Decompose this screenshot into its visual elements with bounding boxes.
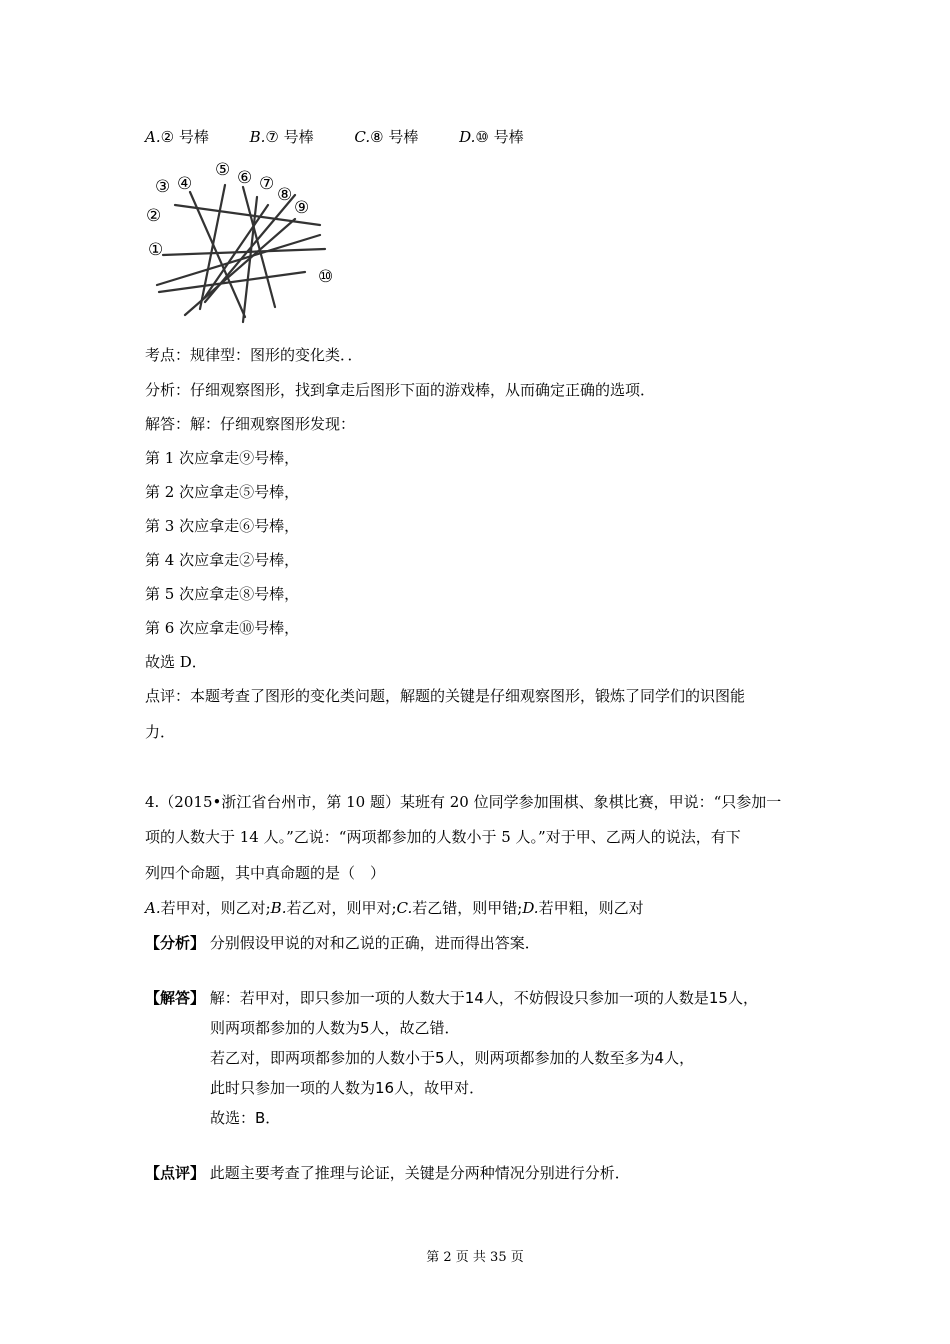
jieda-line-4: 此时只参加一项的人数为16人，故甲对．	[210, 1079, 485, 1097]
q3-step-1: 第 1 次应拿走⑨号棒，	[145, 449, 300, 467]
q3-step-3: 第 3 次应拿走⑥号棒，	[145, 517, 300, 535]
q4-stem-line-2: 项的人数大于 14 人。”乙说：“两项都参加的人数小于 5 人。”对于甲、乙两人的说法，有下	[145, 828, 741, 846]
q4-options	[145, 898, 644, 918]
dianping-text: 此题主要考查了推理与论证，关键是分两种情况分别进行分析．	[209, 1164, 630, 1182]
q3-jieda: 解答：解：仔细观察图形发现：	[145, 415, 356, 433]
fenxi-tag: 【分析】	[145, 934, 206, 952]
q4-stem-line-3: 列四个命题，其中真命题的是（ ）	[145, 864, 386, 882]
q3-answer: 故选 D．	[145, 653, 207, 671]
jieda-line-3: 若乙对，即两项都参加的人数小于5人，则两项都参加的人数至多为4人，	[210, 1049, 695, 1067]
stick-label-10: ⑩	[318, 267, 334, 287]
q3-options	[145, 127, 560, 147]
option-d: D.⑩ 号棒	[459, 128, 524, 146]
q4-option-a-letter: A.	[145, 899, 161, 917]
q4-dianping	[145, 1163, 630, 1183]
q4-option-b-letter: B.	[270, 899, 287, 917]
q4-option-b-text: 若乙对，则甲对;	[286, 899, 397, 917]
jieda-tag: 【解答】	[145, 989, 206, 1007]
stick-label-4: ④	[177, 174, 193, 194]
q3-step-5: 第 5 次应拿走⑧号棒，	[145, 585, 300, 603]
stick-label-9: ⑨	[294, 198, 310, 218]
q4-option-d-letter: D.	[522, 899, 539, 917]
stick-label-5: ⑤	[215, 160, 231, 180]
jieda-line-5: 故选：B．	[210, 1109, 281, 1127]
q3-kaodian: 考点：规律型：图形的变化类．．	[145, 346, 363, 364]
jieda-line-2: 则两项都参加的人数为5人，故乙错．	[210, 1019, 460, 1037]
stick-label-1: ①	[148, 240, 164, 260]
dianping-tag: 【点评】	[145, 1164, 206, 1182]
q4-option-d-text: 若甲粗，则乙对	[538, 899, 644, 917]
q4-jieda	[145, 988, 758, 1008]
option-b: B.⑦ 号棒	[249, 128, 314, 146]
q3-step-2: 第 2 次应拿走⑤号棒，	[145, 483, 300, 501]
q3-dianping-line-2: 力．	[145, 723, 176, 741]
stick-label-6: ⑥	[237, 168, 253, 188]
q4-option-a-text: 若甲对，则乙对;	[160, 899, 271, 917]
q3-step-6: 第 6 次应拿走⑩号棒，	[145, 619, 300, 637]
q3-step-4: 第 4 次应拿走②号棒，	[145, 551, 300, 569]
q4-fenxi	[145, 933, 540, 953]
sticks-figure	[145, 157, 345, 327]
option-a: A.② 号棒	[145, 128, 209, 146]
stick-label-7: ⑦	[259, 174, 275, 194]
q4-stem-line-1: 4.（2015•浙江省台州市，第 10 题）某班有 20 位同学参加围棋、象棋比赛，甲说：“只参加一	[145, 793, 782, 811]
page-footer: 第 2 页 共 35 页	[426, 1250, 524, 1265]
option-c: C.⑧ 号棒	[354, 128, 419, 146]
q4-option-c-letter: C.	[396, 899, 413, 917]
q4-option-c-text: 若乙错，则甲错;	[412, 899, 523, 917]
stick-label-8: ⑧	[277, 185, 293, 205]
stick-label-3: ③	[155, 177, 171, 197]
stick-label-2: ②	[146, 206, 162, 226]
jieda-line-1: 解：若甲对，即只参加一项的人数大于14人，不妨假设只参加一项的人数是15人，	[209, 989, 758, 1007]
q3-fenxi: 分析：仔细观察图形，找到拿走后图形下面的游戏棒，从而确定正确的选项．	[145, 381, 656, 399]
fenxi-text: 分别假设甲说的对和乙说的正确，进而得出答案．	[209, 934, 540, 952]
q3-dianping-line-1: 点评：本题考查了图形的变化类问题，解题的关键是仔细观察图形，锻炼了同学们的识图能	[145, 687, 746, 705]
